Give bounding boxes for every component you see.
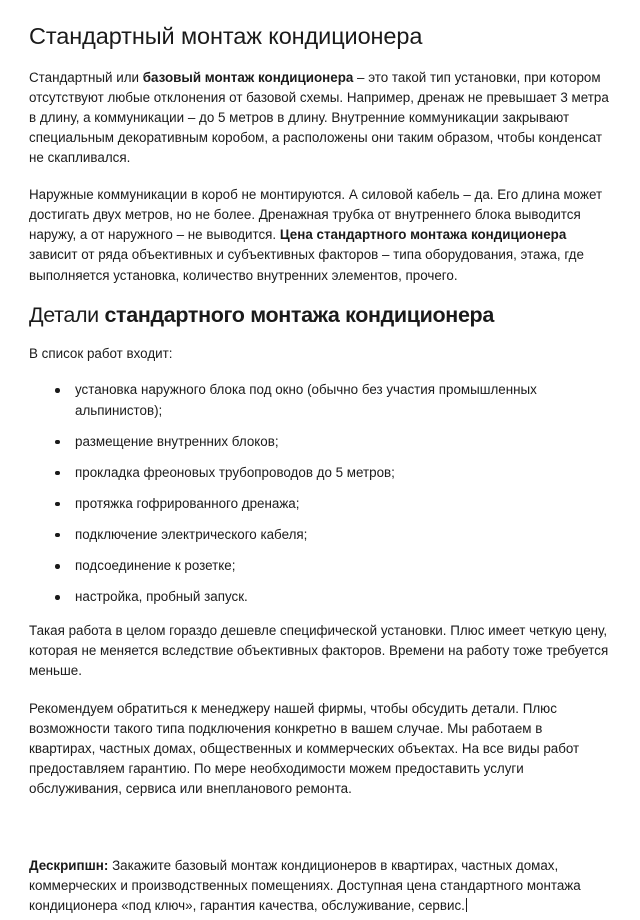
list-item-label: установка наружного блока под окно (обычно без участия промышленных альпинистов); <box>75 382 537 418</box>
bold-text-run: базовый монтаж кондиционера <box>142 69 354 85</box>
list-item <box>29 432 612 452</box>
bullet-dot-icon <box>55 595 60 600</box>
list-item <box>29 380 612 420</box>
works-list <box>29 380 612 607</box>
bullet-dot-icon <box>55 533 60 538</box>
bullet-dot-icon <box>55 440 60 445</box>
document-title: Стандартный монтаж кондиционера <box>29 23 423 49</box>
list-item <box>29 587 612 607</box>
footer-spacer <box>29 816 612 856</box>
bullet-dot-icon <box>55 471 60 476</box>
list-item-label: размещение внутренних блоков; <box>75 433 279 449</box>
description-text: Закажите базовый монтаж кондиционеров в квартирах, частных домах, коммерческих и производственных помещениях. Доступная цена стандартного монтажа кондиционера «под ключ», гарантия качества, обслуживание, сервис. <box>29 857 581 914</box>
list-item-label: подключение электрического кабеля; <box>75 526 308 542</box>
text-caret <box>466 898 467 912</box>
list-item-label: настройка, пробный запуск. <box>75 589 248 605</box>
list-item <box>29 494 612 514</box>
list-item-label: подсоединение к розетке; <box>75 558 236 574</box>
paragraph-intro: Стандартный или базовый монтаж кондиционера – это такой тип установки, при котором отсутствуют любые отклонения от базовой схемы. Например, дренаж не превышает 3 метра в длину, а коммуникации – до 5 метров в длину. Внутренние коммуникации закрывают специальным декоративным коробом, а расположены они таким образом, чтобы конденсат не скапливался. <box>29 69 609 166</box>
paragraph-cheaper: Такая работа в целом гораздо дешевле специфической установки. Плюс имеет четкую цену, которая не меняется вследствие объективных факторов. Времени на работу тоже требуется меньше. <box>29 623 609 679</box>
bullet-dot-icon <box>55 502 60 507</box>
bullet-dot-icon <box>55 564 60 569</box>
bold-text-run: Цена стандартного монтажа кондиционера <box>279 227 567 243</box>
list-item <box>29 525 612 545</box>
description-label: Дескрипшн: <box>29 857 109 873</box>
intro-paragraphs <box>29 68 612 286</box>
paragraph-recommend: Рекомендуем обратиться к менеджеру нашей фирмы, чтобы обсудить детали. Плюс возможности такого типа подключения конкретно в вашем случае. Мы работаем в квартирах, частных домах, общественных и коммерческих объектах. На все виды работ предоставляем гарантию. По мере необходимости можем предоставить услуги обслуживания, сервиса или внепланового ремонта. <box>29 700 580 796</box>
description-block[interactable] <box>29 856 612 916</box>
list-item-label: протяжка гофрированного дренажа; <box>75 495 300 511</box>
closing-paragraphs <box>29 621 612 799</box>
list-item-label: прокладка фреоновых трубопроводов до 5 метров; <box>75 464 395 480</box>
bullet-dot-icon <box>55 388 60 393</box>
list-lead-in: В список работ входит: <box>29 346 173 362</box>
paragraph-price: Наружные коммуникации в короб не монтируются. А силовой кабель – да. Его длина может достигать двух метров, но не более. Дренажная трубка от внутреннего блока выводится наружу, а от наружного – не выводится. Цена стандартного монтажа кондиционера зависит от ряда объективных и субъективных факторов – типа оборудования, этажа, где выполняется установка, количество внутренних элементов, прочего. <box>29 187 603 283</box>
list-item <box>29 556 612 576</box>
section-heading-details: Детали стандартного монтажа кондиционера <box>29 302 494 327</box>
list-item <box>29 463 612 483</box>
bold-text-run: стандартного монтажа кондиционера <box>104 302 494 327</box>
